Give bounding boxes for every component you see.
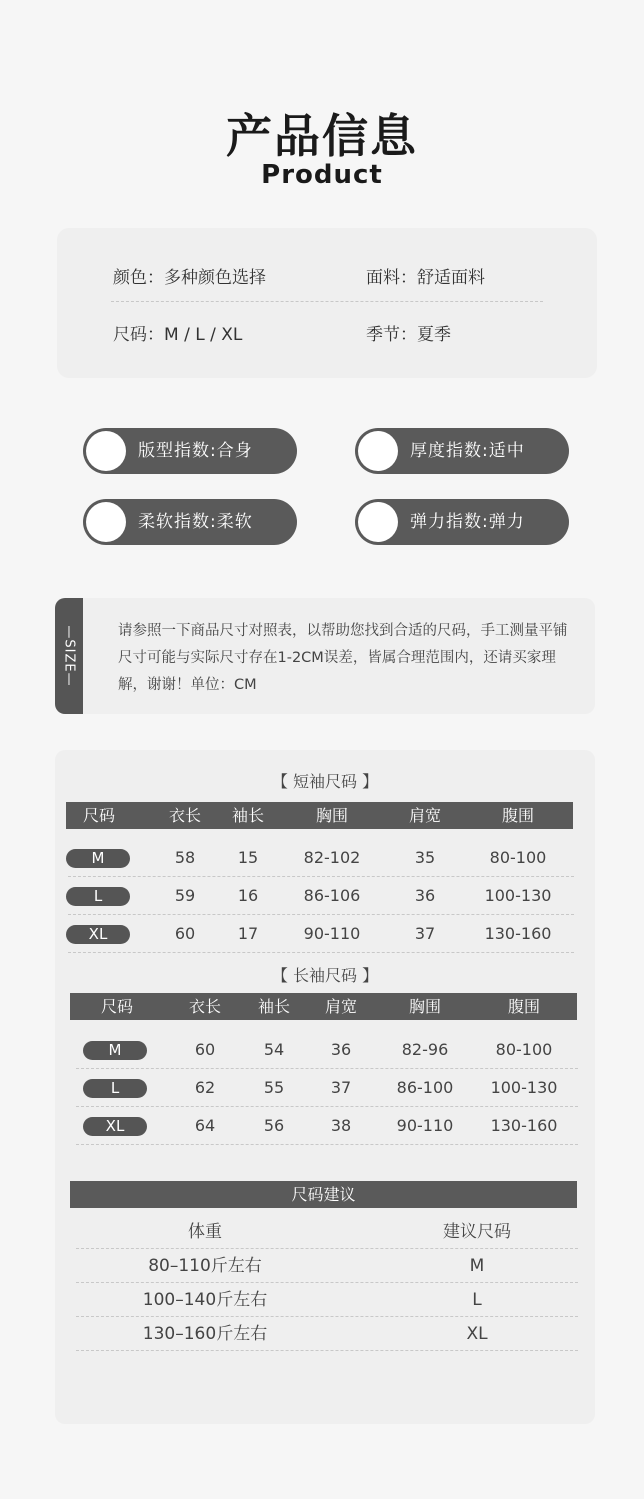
table-header	[66, 802, 573, 829]
table-cell: 62	[194, 1078, 216, 1097]
table-row	[76, 1283, 578, 1317]
table-row	[76, 1107, 578, 1145]
header-cell: 体重	[188, 1222, 222, 1242]
table-row	[76, 1317, 578, 1351]
table-cell: 80-100	[495, 1040, 553, 1059]
table-row	[68, 877, 574, 915]
pill-dot	[358, 431, 398, 471]
header-cell: 袖长	[231, 806, 265, 825]
pill-dot	[86, 431, 126, 471]
table-row	[68, 839, 574, 877]
size-badge: L	[66, 887, 130, 906]
table-row	[76, 1249, 578, 1283]
header-cell: 肩宽	[324, 997, 358, 1016]
table-cell: 36	[414, 886, 436, 905]
index-fit-pill	[83, 428, 297, 474]
pill-label: 版型指数:合身	[138, 441, 253, 461]
table-cell: 60	[174, 924, 196, 943]
table-cell: 58	[174, 848, 196, 867]
size-note-card	[55, 598, 595, 714]
table-cell: 60	[194, 1040, 216, 1059]
short-sleeve-title: 【 短袖尺码 】	[271, 772, 379, 791]
size-badge: L	[83, 1079, 147, 1098]
info-divider	[111, 301, 543, 302]
table-cell: 130–160斤左右	[142, 1324, 268, 1344]
table-cell: 130-160	[490, 1116, 558, 1135]
table-cell: 56	[263, 1116, 285, 1135]
info-size: 尺码：M / L / XL	[113, 325, 243, 345]
product-info-card	[57, 228, 597, 378]
pill-label: 弹力指数:弹力	[410, 512, 525, 532]
recommend-column-header	[76, 1215, 578, 1249]
table-cell: 35	[414, 848, 436, 867]
table-cell: 80-100	[489, 848, 547, 867]
table-cell: 90-110	[303, 924, 361, 943]
info-season: 季节：夏季	[366, 325, 451, 345]
header-cell: 腹围	[507, 997, 541, 1016]
size-tag	[55, 598, 83, 714]
header-cell: 胸围	[315, 806, 349, 825]
table-cell: 59	[174, 886, 196, 905]
table-cell: 37	[414, 924, 436, 943]
table-cell: 90-110	[396, 1116, 454, 1135]
header-cell: 尺码	[82, 806, 116, 825]
header-cell: 胸围	[408, 997, 442, 1016]
pill-dot	[358, 502, 398, 542]
table-cell: 100-130	[484, 886, 552, 905]
size-note-text: 请参照一下商品尺寸对照表，以帮助您找到合适的尺码，手工测量平铺尺寸可能与实际尺寸存在1-2CM误差，皆属合理范围内，还请买家理解，谢谢！单位：CM	[118, 623, 568, 693]
size-tables-card	[55, 750, 595, 1424]
index-softness-pill	[83, 499, 297, 545]
table-row	[76, 1069, 578, 1107]
table-cell: 80–110斤左右	[148, 1256, 262, 1276]
table-cell: 64	[194, 1116, 216, 1135]
table-cell: 86-100	[396, 1078, 454, 1097]
index-thickness-pill	[355, 428, 569, 474]
table-cell: 36	[330, 1040, 352, 1059]
page-subtitle: Product	[261, 160, 383, 190]
pill-dot	[86, 502, 126, 542]
table-cell: 17	[237, 924, 259, 943]
table-cell: 54	[263, 1040, 285, 1059]
pill-label: 厚度指数:适中	[410, 441, 525, 461]
table-cell: 16	[237, 886, 259, 905]
table-cell: 37	[330, 1078, 352, 1097]
page-title: 产品信息	[226, 109, 418, 163]
table-cell: 15	[237, 848, 259, 867]
table-cell: M	[469, 1256, 485, 1276]
table-row	[76, 1031, 578, 1069]
info-color: 颜色：多种颜色选择	[113, 268, 266, 288]
long-sleeve-title: 【 长袖尺码 】	[271, 966, 379, 985]
header-cell: 袖长	[257, 997, 291, 1016]
table-cell: 86-106	[303, 886, 361, 905]
table-cell: 55	[263, 1078, 285, 1097]
pill-label: 柔软指数:柔软	[138, 512, 253, 532]
size-badge: XL	[66, 925, 130, 944]
size-badge: M	[83, 1041, 147, 1060]
header-cell: 尺码	[100, 997, 134, 1016]
table-cell: 82-96	[401, 1040, 449, 1059]
size-badge: M	[66, 849, 130, 868]
header-cell: 肩宽	[408, 806, 442, 825]
table-cell: L	[472, 1290, 482, 1310]
table-row	[68, 915, 574, 953]
table-cell: XL	[466, 1324, 488, 1344]
header-cell: 衣长	[168, 806, 202, 825]
table-cell: 100-130	[490, 1078, 558, 1097]
index-elasticity-pill	[355, 499, 569, 545]
size-tag-label: —SIZE—	[61, 625, 77, 687]
table-header	[70, 993, 577, 1020]
recommend-header: 尺码建议	[70, 1181, 577, 1208]
header-cell: 衣长	[188, 997, 222, 1016]
table-cell: 82-102	[303, 848, 361, 867]
table-cell: 100–140斤左右	[142, 1290, 268, 1310]
info-fabric: 面料：舒适面料	[366, 268, 485, 288]
header-cell: 建议尺码	[443, 1222, 511, 1242]
header-cell: 腹围	[501, 806, 535, 825]
table-cell: 130-160	[484, 924, 552, 943]
size-badge: XL	[83, 1117, 147, 1136]
table-cell: 38	[330, 1116, 352, 1135]
